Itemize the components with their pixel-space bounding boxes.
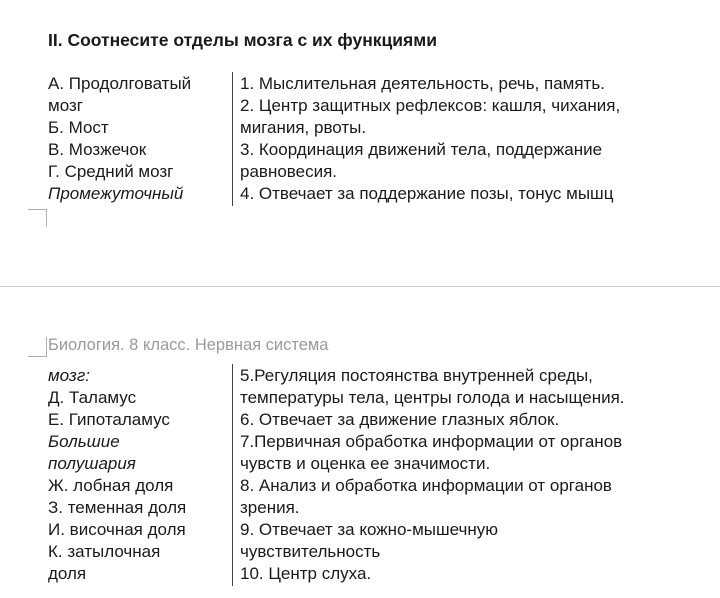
- function-item: температуры тела, центры голода и насыщения.: [240, 388, 625, 407]
- function-item: 8. Анализ и обработка информации от органов: [240, 476, 612, 495]
- function-item: равновесия.: [240, 162, 338, 181]
- brain-part-item: К. затылочная: [48, 542, 161, 561]
- function-item: мигания, рвоты.: [240, 118, 367, 137]
- brain-part-item: И. височная доля: [48, 520, 186, 539]
- brain-part-item: мозг: [48, 96, 83, 115]
- brain-part-item: Г. Средний мозг: [48, 162, 174, 181]
- column-separator: [232, 72, 233, 206]
- margin-corner-mark: [28, 209, 47, 210]
- column-separator: [232, 364, 233, 586]
- function-item: 9. Отвечает за кожно-мышечную: [240, 520, 499, 539]
- function-item: 6. Отвечает за движение глазных яблок.: [240, 410, 560, 429]
- brain-part-item: Ж. лобная доля: [48, 476, 174, 495]
- function-item: 7.Первичная обработка информации от органов: [240, 432, 623, 451]
- brain-part-item: Б. Мост: [48, 118, 109, 137]
- brain-part-item: доля: [48, 564, 87, 583]
- function-item: 5.Регуляция постоянства внутренней среды,: [240, 366, 593, 385]
- brain-part-item: В. Мозжечок: [48, 140, 147, 159]
- margin-corner-mark: [46, 209, 47, 227]
- brain-part-item: Е. Гипоталамус: [48, 410, 170, 429]
- brain-part-item: А. Продолговатый: [48, 74, 192, 93]
- function-item: чувствительность: [240, 542, 381, 561]
- function-item: 1. Мыслительная деятельность, речь, память.: [240, 74, 605, 93]
- brain-parts-column-page1: [48, 73, 233, 205]
- page-header: Биология. 8 класс. Нервная система: [48, 336, 329, 354]
- margin-corner-mark: [46, 337, 47, 357]
- function-item: 2. Центр защитных рефлексов: кашля, чихания,: [240, 96, 621, 115]
- brain-parts-column-page2: [48, 365, 233, 585]
- function-item: 3. Координация движений тела, поддержание: [240, 140, 603, 159]
- margin-corner-mark: [28, 356, 47, 357]
- exercise-title: II. Соотнесите отделы мозга с их функциями: [48, 30, 437, 50]
- brain-part-item: мозг:: [48, 366, 90, 385]
- function-item: 10. Центр слуха.: [240, 564, 372, 583]
- page-break-divider: [0, 286, 720, 287]
- brain-part-item: Д. Таламус: [48, 388, 137, 407]
- functions-column-page2: [240, 365, 710, 585]
- function-item: зрения.: [240, 498, 300, 517]
- function-item: чувств и оценка ее значимости.: [240, 454, 491, 473]
- brain-part-item: полушария: [48, 454, 136, 473]
- brain-part-item: З. теменная доля: [48, 498, 187, 517]
- functions-column-page1: [240, 73, 710, 205]
- brain-part-item: Большие: [48, 432, 120, 451]
- function-item: 4. Отвечает за поддержание позы, тонус мышц: [240, 184, 614, 203]
- brain-part-item: Промежуточный: [48, 184, 184, 203]
